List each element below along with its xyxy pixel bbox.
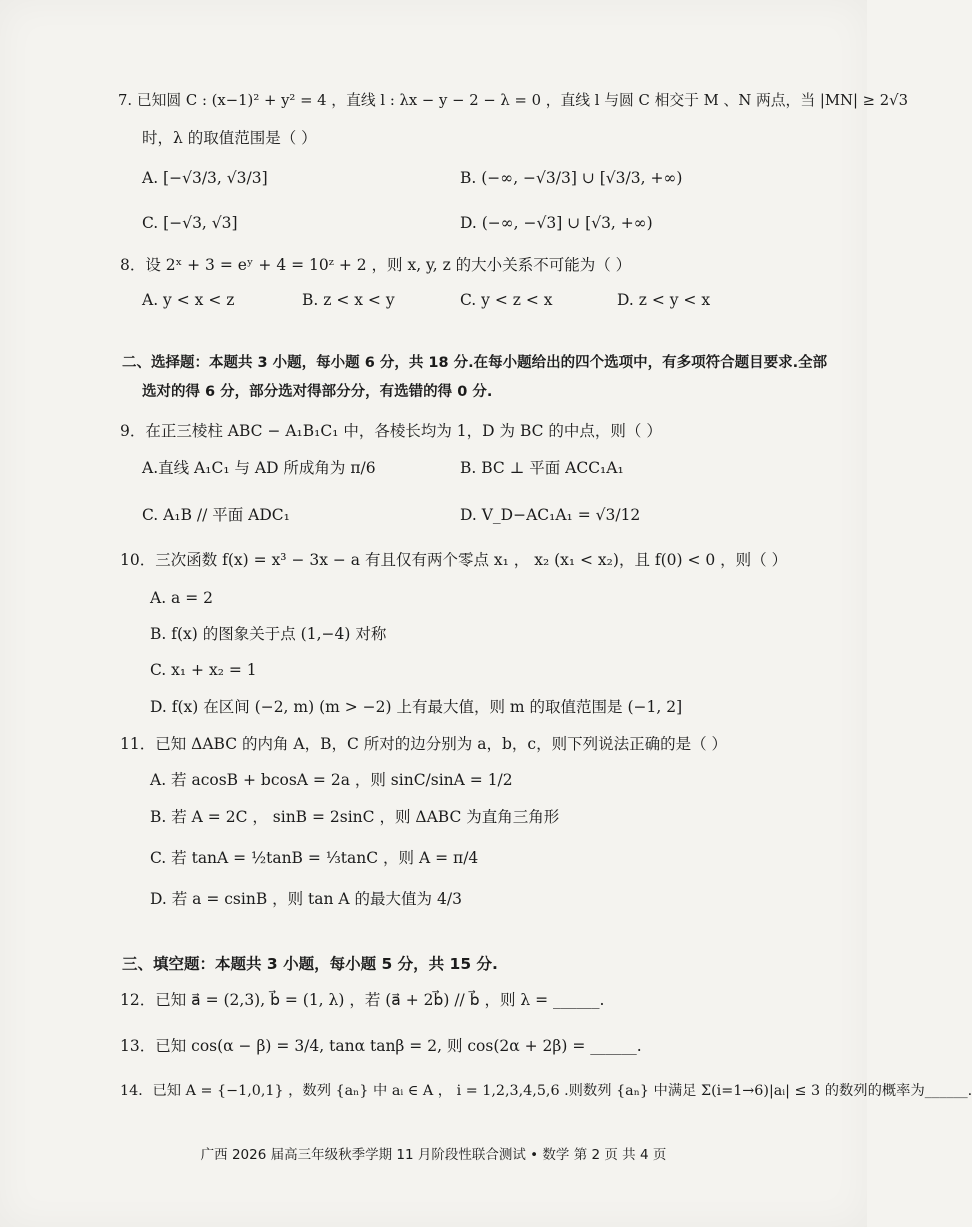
- question-8-stem: 8．设 2ˣ + 3 = eʸ + 4 = 10ᶻ + 2 ，则 x, y, z 的大小关系不可能为（ ）: [120, 256, 632, 274]
- question-7-option-b: B. (−∞, −√3/3] ∪ [√3/3, +∞): [460, 169, 683, 187]
- section-2-heading: 二、选择题：本题共 3 小题，每小题 6 分，共 18 分.在每小题给出的四个选项中，有多项符合题目要求.全部: [122, 355, 828, 371]
- page-footer: 广西 2026 届高三年级秋季学期 11 月阶段性联合测试 • 数学 第 2 页 共 4 页: [200, 1147, 667, 1163]
- question-9-option-b: B. BC ⊥ 平面 ACC₁A₁: [460, 459, 624, 477]
- question-7-option-a: A. [−√3/3, √3/3]: [142, 169, 268, 187]
- question-7-option-d: D. (−∞, −√3] ∪ [√3, +∞): [460, 214, 653, 232]
- question-10-stem: 10．三次函数 f(x) = x³ − 3x − a 有且仅有两个零点 x₁ ， x₂ (x₁ < x₂)，且 f(0) < 0 ，则（ ）: [120, 551, 788, 569]
- question-11-stem: 11．已知 ΔABC 的内角 A，B，C 所对的边分别为 a，b，c，则下列说法正确的是（ ）: [120, 735, 727, 753]
- question-12-stem: 12．已知 a⃗ = (2,3), b⃗ = (1, λ) ，若 (a⃗ + 2b⃗) // b⃗ ，则 λ = ______.: [120, 991, 605, 1009]
- question-10-option-d: D. f(x) 在区间 (−2, m) (m > −2) 上有最大值，则 m 的取值范围是 (−1, 2]: [150, 698, 683, 716]
- section-3-heading: 三、填空题：本题共 3 小题，每小题 5 分，共 15 分.: [122, 955, 498, 973]
- question-10-option-b: B. f(x) 的图象关于点 (1,−4) 对称: [150, 625, 387, 643]
- question-7-stem-cont: 时，λ 的取值范围是（ ）: [142, 129, 317, 147]
- question-11-option-d: D. 若 a = csinB ，则 tan A 的最大值为 4/3: [150, 890, 462, 908]
- question-9-stem: 9．在正三棱柱 ABC − A₁B₁C₁ 中，各棱长均为 1，D 为 BC 的中点，则（ ）: [120, 422, 662, 440]
- question-7-stem: 7. 已知圆 C : (x−1)² + y² = 4 ，直线 l : λx − y − 2 − λ = 0 ，直线 l 与圆 C 相交于 M 、N 两点，当 |MN| ≥ 2√3: [118, 92, 908, 109]
- question-7-option-c: C. [−√3, √3]: [142, 214, 238, 232]
- question-8-option-a: A. y < x < z: [142, 291, 235, 309]
- question-11-option-c: C. 若 tanA = ½tanB = ⅓tanC ，则 A = π/4: [150, 849, 479, 867]
- question-10-option-a: A. a = 2: [150, 589, 213, 607]
- question-14-stem: 14．已知 A = {−1,0,1} ，数列 {aₙ} 中 aᵢ ∈ A ， i = 1,2,3,4,5,6 .则数列 {aₙ} 中满足 Σ(i=1→6)|aᵢ| ≤ 3 的数列的概率为______.: [120, 1083, 972, 1099]
- question-8-option-c: C. y < z < x: [460, 291, 553, 309]
- question-9-option-a: A.直线 A₁C₁ 与 AD 所成角为 π/6: [142, 459, 376, 477]
- question-11-option-b: B. 若 A = 2C ， sinB = 2sinC ，则 ΔABC 为直角三角形: [150, 808, 560, 826]
- question-11-option-a: A. 若 acosB + bcosA = 2a ，则 sinC/sinA = 1/2: [150, 771, 513, 789]
- question-9-option-c: C. A₁B // 平面 ADC₁: [142, 506, 290, 524]
- question-10-option-c: C. x₁ + x₂ = 1: [150, 661, 257, 679]
- section-2-heading-cont: 选对的得 6 分，部分选对得部分分，有选错的得 0 分.: [142, 384, 493, 400]
- question-8-option-b: B. z < x < y: [302, 291, 395, 309]
- question-9-option-d: D. V_D−AC₁A₁ = √3/12: [460, 506, 641, 524]
- question-13-stem: 13．已知 cos(α − β) = 3/4, tanα tanβ = 2, 则 cos(2α + 2β) = ______.: [120, 1037, 642, 1055]
- question-8-option-d: D. z < y < x: [617, 291, 711, 309]
